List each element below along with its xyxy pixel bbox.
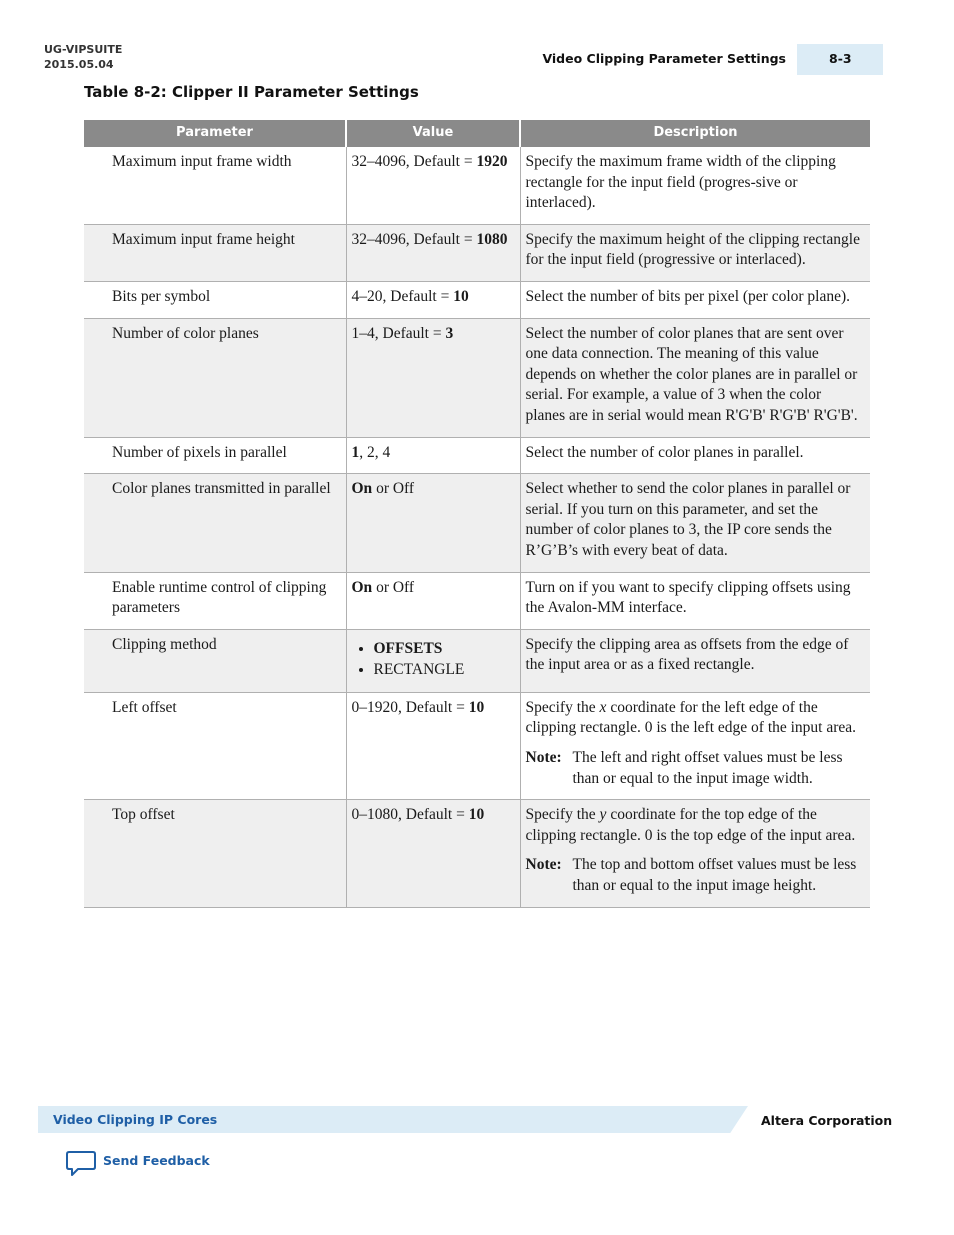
param-description: Select whether to send the color planes in parallel or serial. If you turn on this parameter, and set the number of color planes to 3, the IP core sends the R’G’B’s with every beat of data. bbox=[520, 474, 870, 572]
param-description: Select the number of bits per pixel (per color plane). bbox=[520, 281, 870, 318]
footer-company: Altera Corporation bbox=[761, 1113, 893, 1128]
param-value bbox=[346, 474, 520, 572]
desc-part: coordinate for the top edge of the clipping rectangle. 0 is the top edge of the input area. bbox=[525, 806, 856, 844]
footer-chapter-link[interactable]: Video Clipping IP Cores bbox=[53, 1112, 218, 1127]
desc-part: Specify the bbox=[525, 806, 600, 824]
value-text: 32–4096, Default = bbox=[351, 153, 477, 170]
table-row bbox=[84, 572, 870, 629]
table-header-row bbox=[84, 120, 870, 147]
param-value bbox=[346, 224, 520, 281]
value-text: 4–20, Default = bbox=[351, 287, 454, 305]
param-name: Top offset bbox=[84, 800, 346, 907]
param-description: Specify the clipping area as offsets from the edge of the input area or as a fixed rectangle. bbox=[520, 629, 870, 692]
table-row bbox=[84, 437, 870, 474]
table-row bbox=[84, 224, 870, 281]
param-value bbox=[346, 692, 520, 799]
table-row bbox=[84, 692, 870, 799]
note-label: Note: bbox=[525, 856, 562, 874]
desc-variable: y bbox=[599, 806, 607, 824]
section-title: Video Clipping Parameter Settings bbox=[542, 51, 786, 66]
param-name: Clipping method bbox=[84, 629, 346, 692]
note-text: The top and bottom offset values must be less than or equal to the input image height. bbox=[572, 856, 857, 895]
value-default: On bbox=[351, 578, 373, 596]
param-name: Number of pixels in parallel bbox=[84, 437, 346, 474]
value-text: or Off bbox=[372, 480, 415, 498]
value-text: or Off bbox=[372, 578, 415, 596]
value-default: On bbox=[351, 480, 373, 498]
option-item-default bbox=[374, 639, 512, 660]
param-value bbox=[346, 318, 520, 437]
param-description: Select the number of color planes in parallel. bbox=[520, 437, 870, 474]
column-header-description: Description bbox=[520, 120, 870, 147]
desc-part: Specify the bbox=[525, 698, 600, 716]
table-row bbox=[84, 318, 870, 437]
param-value bbox=[346, 629, 520, 692]
table-row bbox=[84, 474, 870, 572]
value-default: 10 bbox=[468, 698, 485, 716]
note bbox=[526, 748, 863, 789]
note-label: Note: bbox=[525, 749, 562, 767]
param-value bbox=[346, 281, 520, 318]
note-text: The left and right offset values must be less than or equal to the input image width. bbox=[572, 749, 843, 787]
param-name: Bits per symbol bbox=[84, 281, 346, 318]
param-description bbox=[520, 800, 870, 907]
value-text: 0–1920, Default = bbox=[351, 698, 469, 716]
description-text bbox=[526, 698, 863, 739]
param-description bbox=[520, 692, 870, 799]
param-name: Maximum input frame height bbox=[84, 224, 346, 281]
document-id-block bbox=[44, 42, 122, 72]
value-default: 1080 bbox=[476, 230, 508, 248]
table-row bbox=[84, 800, 870, 907]
option-item bbox=[374, 660, 512, 681]
page-number-tab bbox=[797, 44, 883, 75]
value-default: 10 bbox=[468, 806, 485, 824]
value-text: 0–1080, Default = bbox=[351, 806, 469, 824]
param-value bbox=[346, 800, 520, 907]
param-description: Specify the maximum height of the clipping rectangle for the input field (progressive or interlaced). bbox=[520, 224, 870, 281]
param-description: Specify the maximum frame width of the clipping rectangle for the input field (progres-sive or interlaced). bbox=[520, 147, 870, 224]
table-row bbox=[84, 147, 870, 224]
column-header-value: Value bbox=[346, 120, 520, 147]
value-default: 1920 bbox=[476, 153, 508, 170]
description-text bbox=[526, 805, 863, 846]
param-name: Left offset bbox=[84, 692, 346, 799]
param-name: Number of color planes bbox=[84, 318, 346, 437]
param-description: Turn on if you want to specify clipping offsets using the Avalon-MM interface. bbox=[520, 572, 870, 629]
param-value bbox=[346, 572, 520, 629]
desc-part: coordinate for the left edge of the clipping rectangle. 0 is the left edge of the input area. bbox=[525, 698, 857, 737]
document-id: UG-VIPSUITE bbox=[44, 43, 123, 56]
value-text: 32–4096, Default = bbox=[351, 230, 477, 248]
page-number: 8-3 bbox=[829, 51, 852, 66]
parameter-table bbox=[84, 120, 870, 908]
value-default: 3 bbox=[445, 324, 454, 342]
table-row bbox=[84, 281, 870, 318]
param-name: Color planes transmitted in parallel bbox=[84, 474, 346, 572]
option-list bbox=[352, 635, 512, 681]
option-label: OFFSETS bbox=[373, 639, 443, 657]
param-name: Enable runtime control of clipping parameters bbox=[84, 572, 346, 629]
note bbox=[526, 855, 863, 896]
speech-bubble-icon[interactable] bbox=[66, 1150, 96, 1178]
param-description: Select the number of color planes that are sent over one data connection. The meaning of this value depends on whether the color planes are in parallel or serial. For example, a value of 3 when the color planes are in serial would mean R'G'B' R'G'B' R'G'B'. bbox=[520, 318, 870, 437]
desc-variable: x bbox=[599, 698, 607, 716]
param-name: Maximum input frame width bbox=[84, 147, 346, 224]
table-row bbox=[84, 629, 870, 692]
value-default: 10 bbox=[453, 287, 469, 305]
value-text: , 2, 4 bbox=[359, 443, 391, 461]
param-value bbox=[346, 437, 520, 474]
send-feedback-link[interactable]: Send Feedback bbox=[103, 1153, 210, 1168]
value-text: 1–4, Default = bbox=[351, 324, 446, 342]
table-caption: Table 8-2: Clipper II Parameter Settings bbox=[84, 83, 419, 101]
value-default: 1 bbox=[351, 443, 360, 461]
document-date: 2015.05.04 bbox=[44, 58, 114, 71]
column-header-parameter: Parameter bbox=[84, 120, 346, 147]
param-value bbox=[346, 147, 520, 224]
option-label: RECTANGLE bbox=[373, 661, 465, 679]
